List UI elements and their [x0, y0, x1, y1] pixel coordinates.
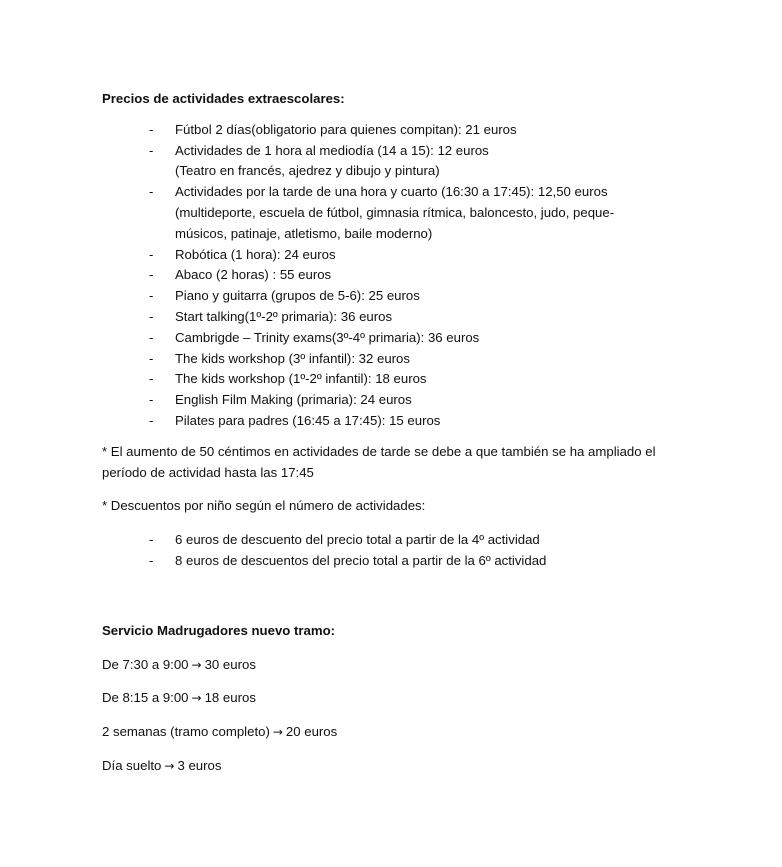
list-bullet: - — [149, 532, 154, 548]
list-item-text: Pilates para padres (16:45 a 17:45): 15 euros — [175, 412, 441, 428]
list-item-text: Start talking(1º-2º primaria): 36 euros — [175, 308, 393, 324]
discount-item — [102, 551, 682, 572]
activity-item — [102, 265, 682, 286]
list-item-text: The kids workshop (1º-2º infantil): 18 euros — [175, 371, 427, 387]
activity-item — [102, 141, 682, 183]
price-row-label: De 8:15 a 9:00 — [102, 690, 189, 706]
activity-item — [102, 286, 682, 307]
list-bullet: - — [149, 371, 154, 387]
activities-heading: Precios de actividades extraescolares: — [102, 91, 345, 106]
discounts-note: * Descuentos por niño según el número de actividades: — [102, 498, 426, 514]
madrugadores-price-row — [102, 756, 682, 777]
arrow-right-icon: → — [191, 657, 202, 672]
list-item-text: The kids workshop (3º infantil): 32 euros — [175, 350, 410, 366]
madrugadores-price-row — [102, 722, 682, 743]
price-row-value: 20 euros — [285, 724, 338, 740]
arrow-right-icon: → — [164, 758, 175, 773]
madrugadores-price-row — [102, 655, 682, 676]
activity-item — [102, 390, 682, 411]
list-item-text: músicos, patinaje, atletismo, baile moderno) — [175, 225, 433, 241]
activity-item — [102, 328, 682, 349]
activity-item — [102, 411, 682, 432]
list-bullet: - — [149, 392, 154, 408]
list-item-text: 8 euros de descuentos del precio total a partir de la 6º actividad — [175, 552, 547, 568]
increase-note-line: período de actividad hasta las 17:45 — [102, 464, 314, 480]
activity-item — [102, 349, 682, 370]
activities-list — [102, 120, 682, 432]
activity-item — [102, 369, 682, 390]
price-row-value: 3 euros — [177, 757, 222, 773]
list-bullet: - — [149, 288, 154, 304]
activity-item — [102, 182, 682, 244]
list-bullet: - — [149, 412, 154, 428]
list-item-text: Fútbol 2 días(obligatorio para quienes compitan): 21 euros — [175, 121, 517, 137]
list-bullet: - — [149, 552, 154, 568]
list-bullet: - — [149, 142, 154, 158]
list-item-text: Robótica (1 hora): 24 euros — [175, 246, 336, 262]
increase-note — [102, 442, 682, 484]
discount-item — [102, 530, 682, 551]
list-bullet: - — [149, 184, 154, 200]
price-row-label: Día suelto — [102, 757, 162, 773]
list-item-text: English Film Making (primaria): 24 euros — [175, 392, 412, 408]
list-item-text: Actividades por la tarde de una hora y cuarto (16:30 a 17:45): 12,50 euros — [175, 184, 608, 200]
list-item-text: Cambrigde – Trinity exams(3º-4º primaria): 36 euros — [175, 329, 480, 345]
activity-item — [102, 245, 682, 266]
price-row-value: 18 euros — [204, 690, 256, 706]
list-item-text: Abaco (2 horas) : 55 euros — [175, 267, 332, 283]
list-item-text: 6 euros de descuento del precio total a partir de la 4º actividad — [175, 532, 540, 548]
price-row-value: 30 euros — [204, 656, 256, 672]
madrugadores-price-row — [102, 688, 682, 709]
list-bullet: - — [149, 267, 154, 283]
list-bullet: - — [149, 121, 154, 137]
discounts-list — [102, 530, 682, 572]
list-item-text: Piano y guitarra (grupos de 5-6): 25 euros — [175, 288, 420, 304]
list-bullet: - — [149, 246, 154, 262]
activity-item — [102, 120, 682, 141]
arrow-right-icon: → — [272, 725, 283, 740]
list-bullet: - — [149, 350, 154, 366]
madrugadores-prices — [102, 642, 682, 777]
list-item-text: Actividades de 1 hora al mediodía (14 a 15): 12 euros — [175, 142, 489, 158]
increase-note-line: * El aumento de 50 céntimos en actividades de tarde se debe a que también se ha ampliado el — [102, 443, 656, 459]
price-row-label: 2 semanas (tramo completo) — [102, 724, 270, 740]
list-bullet: - — [149, 308, 154, 324]
madrugadores-heading: Servicio Madrugadores nuevo tramo: — [102, 622, 336, 638]
list-bullet: - — [149, 329, 154, 345]
arrow-right-icon: → — [191, 691, 202, 706]
document-content — [102, 89, 682, 777]
list-item-text: (Teatro en francés, ajedrez y dibujo y pintura) — [175, 163, 440, 179]
activity-item — [102, 307, 682, 328]
list-item-text: (multideporte, escuela de fútbol, gimnasia rítmica, baloncesto, judo, peque- — [175, 204, 615, 220]
price-row-label: De 7:30 a 9:00 — [102, 656, 189, 672]
